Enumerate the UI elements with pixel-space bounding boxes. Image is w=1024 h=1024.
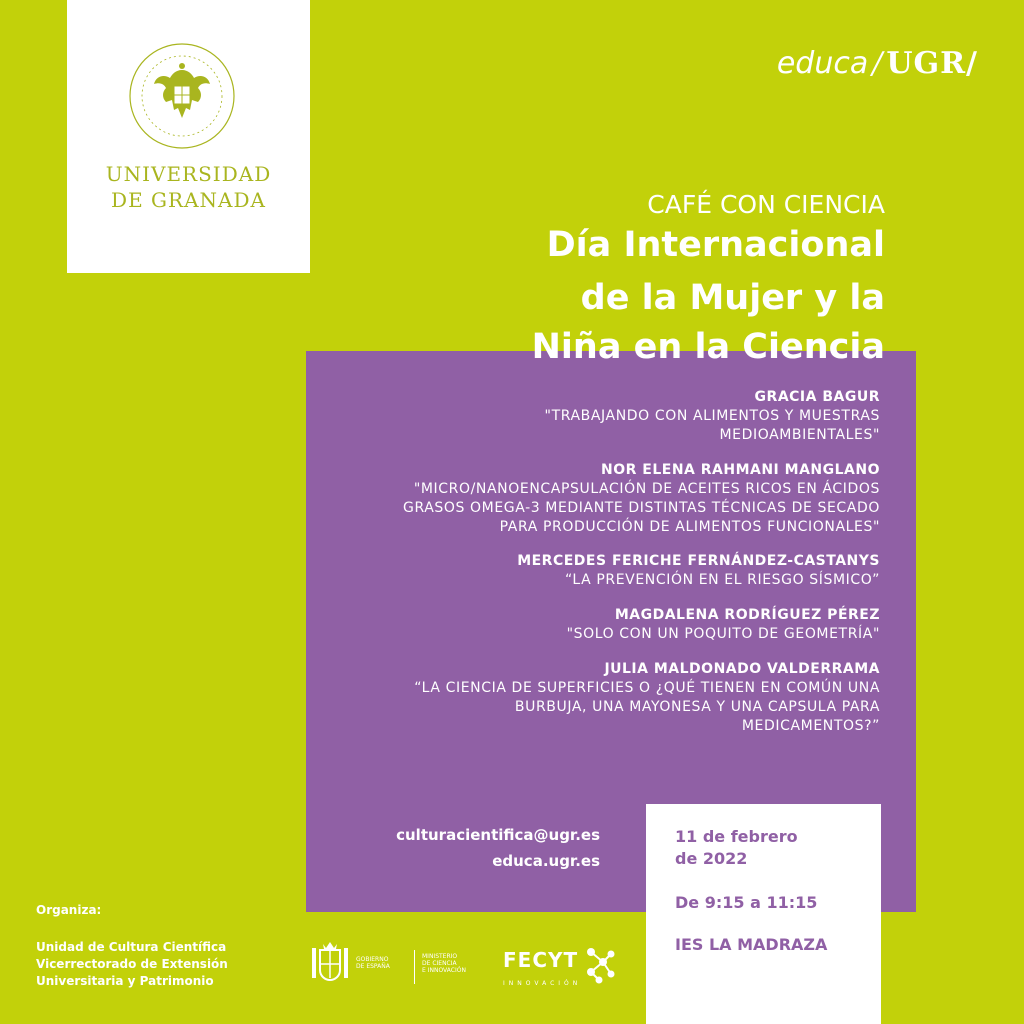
talk-title-line: “LA CIENCIA DE SUPERFICIES O ¿QUÉ TIENEN EN COMÚN UNA [414,680,880,696]
organizer-label: Organiza: [36,903,102,917]
talk-speaker: NOR ELENA RAHMANI MANGLANO [601,462,880,478]
talk-speaker: MERCEDES FERICHE FERNÁNDEZ-CASTANYS [517,553,880,569]
brand-ugr: UGR/ [886,46,978,81]
talk-title-line: MEDIOAMBIENTALES" [719,427,880,443]
contact-email-link[interactable]: culturacientifica@ugr.es [396,826,600,844]
university-name-line2: DE GRANADA [111,188,266,212]
ministerio-line: DE CIENCIA [422,960,457,967]
educa-ugr-brand [777,46,978,81]
event-title-line2: de la Mujer y la [580,278,885,318]
event-series-kicker: CAFÉ CON CIENCIA [647,190,885,219]
university-name-line1: UNIVERSIDAD [105,162,272,186]
ministerio-line: MINISTERIO [422,953,458,960]
gobierno-line: DE ESPAÑA [356,963,390,970]
event-date-line2: de 2022 [675,849,748,868]
organizer-line: Universitaria y Patrimonio [36,974,214,988]
talk-item [290,552,880,590]
talk-title-line: "MICRO/NANOENCAPSULACIÓN DE ACEITES RICOS EN ÁCIDOS [413,481,880,497]
university-seal-icon [126,40,238,152]
talk-title-line: “LA PREVENCIÓN EN EL RIESGO SÍSMICO” [564,572,880,588]
talk-title-line: BURBUJA, UNA MAYONESA Y UNA CAPSULA PARA [514,699,880,715]
brand-educa: educa [776,46,869,81]
contact-web-link[interactable]: educa.ugr.es [492,852,600,870]
spain-coat-of-arms-icon [308,940,352,986]
organizer-line: Unidad de Cultura Científica [36,940,227,954]
talk-title-line: MEDICAMENTOS?” [741,718,880,734]
event-time: De 9:15 a 11:15 [675,893,818,912]
talk-title-line: GRASOS OMEGA-3 MEDIANTE DISTINTAS TÉCNICAS DE SECADO [403,500,880,516]
talk-speaker: GRACIA BAGUR [754,389,880,405]
event-date-line1: 11 de febrero [675,827,798,846]
talk-item [290,606,880,644]
gobierno-line: GOBIERNO [356,956,389,963]
sponsor-divider [414,950,415,984]
talk-item [290,388,880,445]
event-title-line1: Día Internacional [546,225,885,265]
ministerio-line: E INNOVACIÓN [422,967,466,974]
event-title-line3: Niña en la Ciencia [531,327,885,367]
event-venue: IES LA MADRAZA [675,935,828,954]
fecyt-logo-text: FECYT [503,948,579,972]
fecyt-molecule-icon [583,944,617,984]
talk-speaker: JULIA MALDONADO VALDERRAMA [604,661,880,677]
talk-title-line: PARA PRODUCCIÓN DE ALIMENTOS FUNCIONALES" [499,519,880,535]
brand-slash: / [872,46,883,81]
organizer-line: Vicerrectorado de Extensión [36,957,228,971]
fecyt-subtitle: INNOVACIÓN [503,980,582,987]
talk-title-line: "TRABAJANDO CON ALIMENTOS Y MUESTRAS [544,408,880,424]
talk-item [290,461,880,537]
talk-title-line: "SOLO CON UN POQUITO DE GEOMETRÍA" [566,626,880,642]
talk-speaker: MAGDALENA RODRÍGUEZ PÉREZ [614,607,880,623]
talk-item [290,660,880,736]
